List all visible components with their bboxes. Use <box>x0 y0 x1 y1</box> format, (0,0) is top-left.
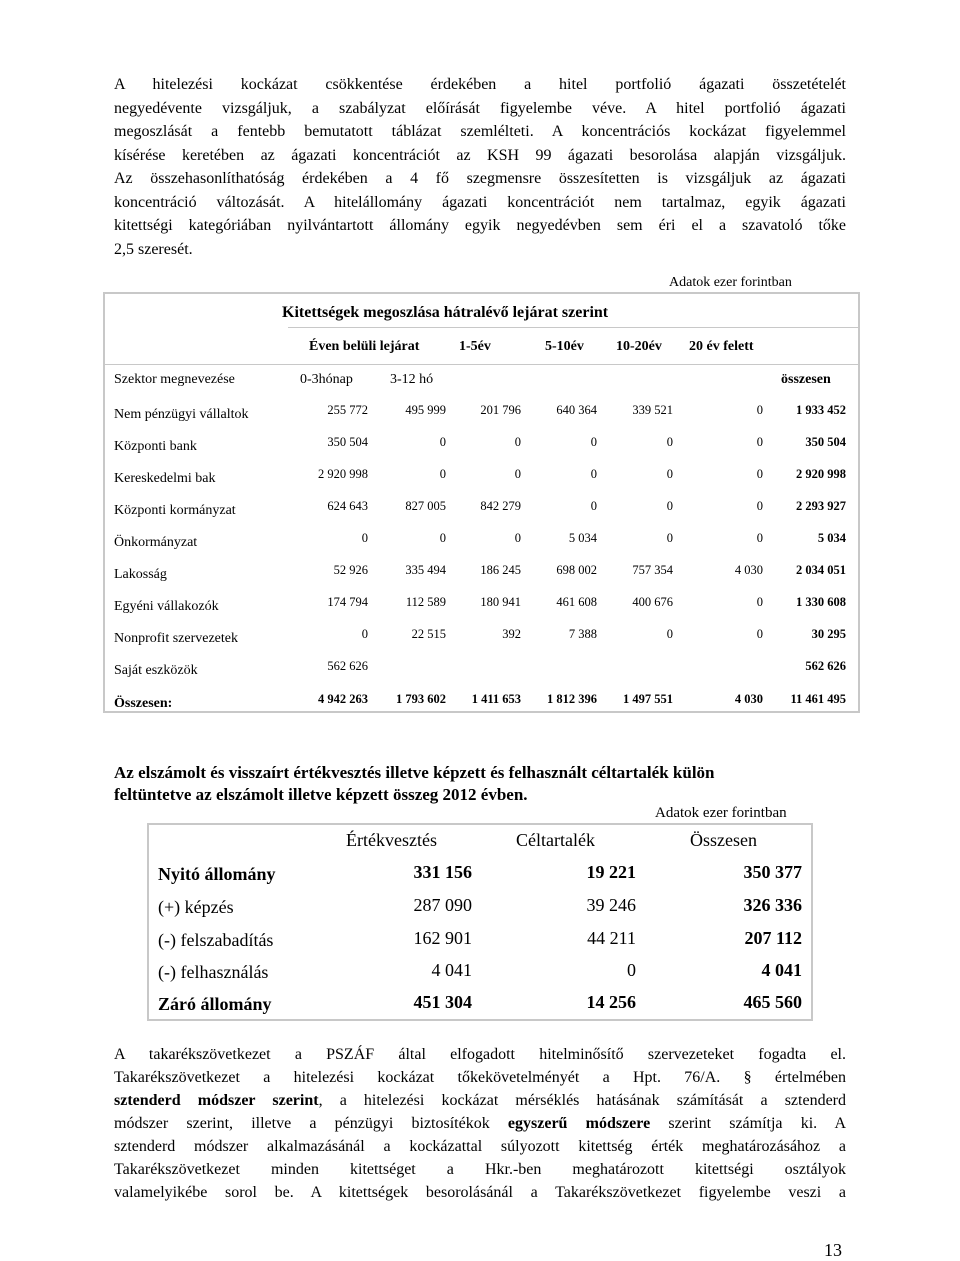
maturity-cell: 827 005 <box>405 499 446 513</box>
closing-bold: sztenderd módszer szerint <box>114 1092 319 1109</box>
intro-line: kitettségi kategóriában nyilvántartott állomány egyik negyedévben sem éri el a szavatoló tőke <box>114 217 846 234</box>
closing-line: valamelyikébe sorol be. A kitettségek besorolásánál a Takarékszövetkezet figyelembe veszi a <box>114 1184 846 1201</box>
closing-text: szerint számítja ki. A <box>650 1115 847 1132</box>
row-total-cell: 30 295 <box>811 627 846 641</box>
header-over-20-years: 20 év felett <box>689 339 754 354</box>
sector-name: Nonprofit szervezetek <box>114 631 238 646</box>
closing-paragraph <box>114 1043 846 1204</box>
movement-value: 4 041 <box>431 960 472 980</box>
maturity-cell: 640 364 <box>556 403 597 417</box>
movement-label: Nyitó állomány <box>158 864 276 884</box>
maturity-cell: 0 <box>666 467 673 481</box>
intro-line: megoszlását a fentebb bemutatott táblázat szemlélteti. A koncentrációs kockázat figyelemmel <box>114 123 846 140</box>
closing-line: A takarékszövetkezet a PSZÁF által elfogadott hitelminősítő szervezeteket fogadta el. <box>114 1046 846 1063</box>
maturity-cell: 392 <box>502 627 521 641</box>
maturity-cell: 186 245 <box>480 563 521 577</box>
sector-name: Egyéni vállakozók <box>114 599 219 614</box>
sector-name: Kereskedelmi bak <box>114 471 216 486</box>
header-total: összesen <box>781 372 831 387</box>
maturity-cell: 0 <box>756 627 763 641</box>
grand-total-cell: 11 461 495 <box>790 692 846 706</box>
row-total-cell: 350 504 <box>805 435 846 449</box>
movement-label: (-) felszabadítás <box>158 930 274 950</box>
maturity-cell: 0 <box>756 467 763 481</box>
intro-line: koncentráció változását. A hitelállomány ágazati koncentrációt nem tartalmaz, egyik ágazati <box>114 193 846 211</box>
intro-paragraph <box>114 73 846 261</box>
maturity-cell: 0 <box>439 467 446 481</box>
sum-cell: 4 030 <box>734 692 763 706</box>
header-1-5-years: 1-5év <box>459 339 491 354</box>
header-total: Összesen <box>690 830 757 850</box>
sum-row-label: Összesen: <box>114 696 173 711</box>
table1-title: Kitettségek megoszlása hátralévő lejárat szerint <box>282 304 609 321</box>
maturity-cell: 757 354 <box>632 563 673 577</box>
maturity-cell: 255 772 <box>327 403 368 417</box>
section-heading-line: feltüntetve az elszámolt illetve képzett összeg 2012 évben. <box>114 785 528 804</box>
row-total-cell: 2 034 051 <box>796 563 846 577</box>
movement-value: 287 090 <box>413 895 472 915</box>
movement-value: 0 <box>627 960 636 980</box>
movement-value: 451 304 <box>413 992 472 1012</box>
maturity-cell: 0 <box>756 435 763 449</box>
maturity-cell: 0 <box>666 627 673 641</box>
header-provision: Céltartalék <box>516 830 595 850</box>
maturity-cell: 180 941 <box>480 595 521 609</box>
maturity-cell: 2 920 998 <box>318 467 368 481</box>
maturity-cell: 201 796 <box>480 403 521 417</box>
maturity-cell: 0 <box>514 435 521 449</box>
closing-bold: egyszerű módszere <box>507 1115 651 1132</box>
maturity-cell: 698 002 <box>556 563 597 577</box>
header-10-20-years: 10-20év <box>616 339 662 354</box>
maturity-cell: 0 <box>666 531 673 545</box>
closing-line <box>114 1112 846 1135</box>
movement-label: (+) képzés <box>158 897 234 917</box>
header-0-3-months: 0-3hónap <box>300 372 353 387</box>
maturity-cell: 0 <box>756 499 763 513</box>
header-sector: Szektor megnevezése <box>114 372 235 387</box>
maturity-cell: 0 <box>590 499 597 513</box>
closing-line: Takarékszövetkezet a hitelezési kockázat tőkekövetelményét a Hpt. 76/A. § értelmében <box>114 1069 846 1086</box>
maturity-cell: 0 <box>361 627 368 641</box>
row-total-cell: 1 933 452 <box>796 403 846 417</box>
maturity-cell: 0 <box>514 467 521 481</box>
movement-value: 162 901 <box>413 928 472 948</box>
row-total-cell: 2 920 998 <box>796 467 846 481</box>
movement-value: 14 256 <box>586 992 636 1012</box>
maturity-cell: 0 <box>590 435 597 449</box>
maturity-cell: 624 643 <box>327 499 368 513</box>
sum-cell: 1 411 653 <box>471 692 521 706</box>
maturity-cell: 495 999 <box>405 403 446 417</box>
table2-unit-note: Adatok ezer forintban <box>655 805 787 821</box>
closing-text: , a hitelezési kockázat mérséklés hatásának számítását a sztenderd <box>318 1092 847 1109</box>
maturity-cell: 339 521 <box>632 403 673 417</box>
maturity-cell: 0 <box>514 531 521 545</box>
sector-name: Lakosság <box>114 567 167 582</box>
maturity-cell: 0 <box>666 499 673 513</box>
maturity-cell: 112 589 <box>405 595 446 609</box>
maturity-cell: 461 608 <box>556 595 597 609</box>
intro-line: negyedévente vizsgáljuk, a szabályzat előírását figyelembe véve. A hitel portfolió ágazati <box>114 99 846 117</box>
header-impairment: Értékvesztés <box>346 830 437 850</box>
maturity-cell: 22 515 <box>411 627 446 641</box>
closing-line <box>114 1089 846 1112</box>
sum-cell: 1 793 602 <box>396 692 446 706</box>
table1-divider <box>103 364 860 365</box>
sector-name: Központi kormányzat <box>114 503 236 518</box>
sector-name: Saját eszközök <box>114 663 198 678</box>
maturity-cell: 0 <box>756 595 763 609</box>
closing-line: Takarékszövetkezet minden kitettséget a Hkr.-ben meghatározott kitettségi osztályok <box>114 1161 846 1178</box>
maturity-cell: 52 926 <box>333 563 368 577</box>
maturity-cell: 0 <box>756 531 763 545</box>
movement-value: 207 112 <box>744 928 802 948</box>
maturity-cell: 5 034 <box>568 531 597 545</box>
movement-value: 350 377 <box>743 862 802 882</box>
movement-value: 4 041 <box>761 960 802 980</box>
page-number: 13 <box>824 1240 842 1260</box>
movement-value: 326 336 <box>743 895 802 915</box>
maturity-cell: 350 504 <box>327 435 368 449</box>
sum-cell: 1 812 396 <box>547 692 597 706</box>
movement-value: 39 246 <box>586 895 636 915</box>
closing-text: módszer szerint, illetve a pénzügyi biztosítékok <box>114 1115 508 1132</box>
row-total-cell: 5 034 <box>817 531 846 545</box>
maturity-cell: 0 <box>439 531 446 545</box>
section-heading <box>114 762 834 806</box>
maturity-cell: 4 030 <box>734 563 763 577</box>
maturity-cell: 0 <box>756 403 763 417</box>
maturity-cell: 400 676 <box>632 595 673 609</box>
row-total-cell: 2 293 927 <box>796 499 846 513</box>
maturity-cell: 0 <box>439 435 446 449</box>
row-total-cell: 562 626 <box>805 659 846 673</box>
maturity-cell: 842 279 <box>480 499 521 513</box>
header-5-10-years: 5-10év <box>545 339 584 354</box>
maturity-cell: 7 388 <box>568 627 597 641</box>
movement-value: 44 211 <box>587 928 636 948</box>
sum-cell: 4 942 263 <box>318 692 368 706</box>
intro-line: kísérése keretében az ágazati koncentrációt az KSH 99 ágazati besorolása alapján vizsgáljuk. <box>114 146 846 164</box>
intro-line: 2,5 szeresét. <box>114 240 193 258</box>
maturity-cell: 562 626 <box>327 659 368 673</box>
header-within-year: Éven belüli lejárat <box>309 339 420 354</box>
maturity-cell: 174 794 <box>327 595 368 609</box>
table1-divider <box>288 327 860 328</box>
maturity-cell: 0 <box>666 435 673 449</box>
closing-line: sztenderd módszer alkalmazásánál a kockázattal súlyozott kitettség érték meghatározásához a <box>114 1138 846 1155</box>
movement-value: 465 560 <box>743 992 802 1012</box>
sector-name: Központi bank <box>114 439 197 454</box>
movement-label: Záró állomány <box>158 994 272 1014</box>
intro-line: Az összehasonlíthatóság érdekében a 4 fő szegmensre összesítetten is vizsgáljuk az ágazati <box>114 170 846 187</box>
row-total-cell: 1 330 608 <box>796 595 846 609</box>
maturity-cell: 335 494 <box>405 563 446 577</box>
maturity-cell: 0 <box>590 467 597 481</box>
maturity-cell: 0 <box>361 531 368 545</box>
sector-name: Nem pénzügyi vállaltok <box>114 407 249 422</box>
sum-cell: 1 497 551 <box>623 692 673 706</box>
intro-line: A hitelezési kockázat csökkentése érdekében a hitel portfolió ágazati összetételét <box>114 76 846 93</box>
section-heading-line: Az elszámolt és visszaírt értékvesztés illetve képzett és felhasznált céltartalék külön <box>114 763 715 782</box>
sector-name: Önkormányzat <box>114 535 198 550</box>
movement-value: 19 221 <box>586 862 636 882</box>
table1-unit-note: Adatok ezer forintban <box>669 275 792 290</box>
movement-value: 331 156 <box>413 862 472 882</box>
movement-label: (-) felhasználás <box>158 962 269 982</box>
header-3-12-months: 3-12 hó <box>390 372 434 387</box>
